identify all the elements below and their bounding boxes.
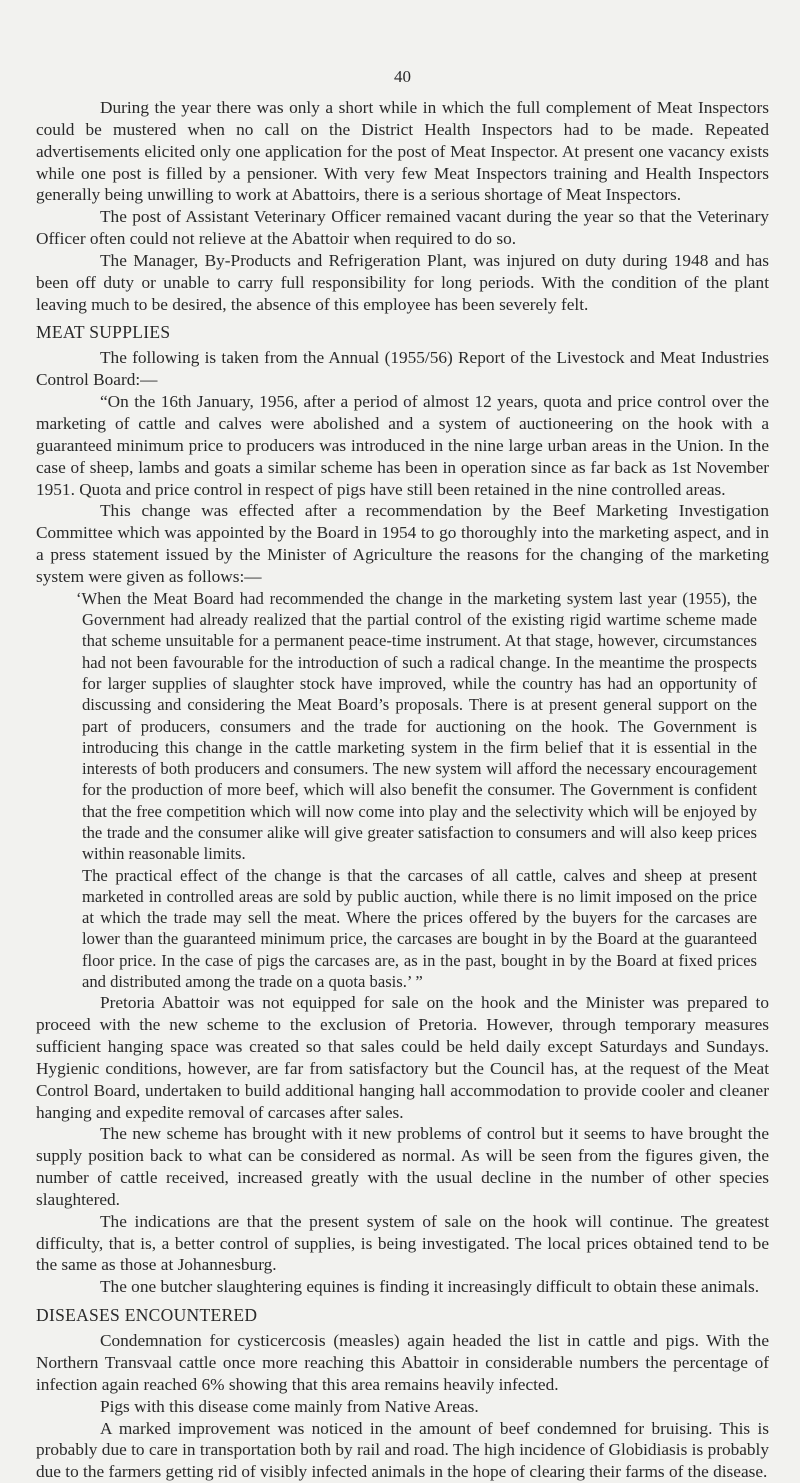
- paragraph: Pigs with this disease come mainly from Native Areas.: [100, 1396, 479, 1416]
- section-heading-diseases: DISEASES ENCOUNTERED: [36, 1305, 258, 1326]
- inner-quote-block: [36, 588, 769, 993]
- paragraph: The indications are that the present system of sale on the hook will continue. The greatest difficulty, that is, a better control of supplies, is being investigated. The local prices obtained tend to be the same as those at Johannesburg.: [36, 1211, 769, 1275]
- quote-paragraph: “On the 16th January, 1956, after a period of almost 12 years, quota and price control over the marketing of cattle and calves were abolished and a system of auctioneering on the hook with a guaranteed minimum price to producers was introduced in the nine large urban areas in the Union. In the case of sheep, lambs and goats a similar scheme has been in operation since as far back as 1st November 1951. Quota and price control in respect of pigs have still been retained in the nine controlled areas.: [36, 392, 769, 499]
- paragraph: A marked improvement was noticed in the amount of beef condemned for bruising. This is probably due to care in transportation both by rail and road. The high incidence of Globidiasis is probably due to the farmers getting rid of visibly infected animals in the hope of clearing their farms of the disease.: [36, 1418, 769, 1482]
- inner-quote-paragraph: The practical effect of the change is that the carcases of all cattle, calves and sheep at present marketed in controlled areas are sold by public auction, while there is no limit imposed on the price at which the trade may sell the meat. Where the prices offered by the buyers for the carcases are lower than the guaranteed minimum price, the carcases are bought in by the Board at the guaranteed floor price. In the case of pigs the carcases are, as in the past, bought in by the Board at fixed prices and distributed among the trade on a quota basis.’ ”: [82, 865, 757, 992]
- page-number: 40: [394, 67, 411, 86]
- intro-section: [36, 97, 769, 315]
- diseases-section: [36, 1330, 769, 1483]
- paragraph: The post of Assistant Veterinary Officer remained vacant during the year so that the Veterinary Officer often could not relieve at the Abattoir when required to do so.: [36, 207, 769, 249]
- section-heading-meat-supplies: MEAT SUPPLIES: [36, 322, 171, 343]
- paragraph: Condemnation for cysticercosis (measles) again headed the list in cattle and pigs. With the Northern Transvaal cattle once more reaching this Abattoir in considerable numbers the percentage of infection again reached 6% showing that this area remains heavily infected.: [36, 1331, 769, 1394]
- paragraph: Pretoria Abattoir was not equipped for sale on the hook and the Minister was prepared to proceed with the new scheme to the exclusion of Pretoria. However, through temporary measures sufficient hanging space was created so that sales could be held daily except Saturdays and Sundays. Hygienic conditions, however, are far from satisfactory but the Council has, at the request of the Meat Control Board, undertaken to build additional hanging hall accommodation to provide cooler and cleaner hanging and expedite removal of carcases after sales.: [36, 993, 769, 1122]
- paragraph: The one butcher slaughtering equines is finding it increasingly difficult to obtain these animals.: [100, 1277, 760, 1297]
- inner-quote-paragraph: ‘When the Meat Board had recommended the change in the marketing system last year (1955), the Government had already realized that the partial control of the existing rigid wartime scheme made that scheme unsuitable for a permanent peace-time instrument. At that stage, however, circumstances had not been favourable for the introduction of such a radical change. In the meantime the prospects for larger supplies of slaughter stock have improved, while the country has had an opportunity of discussing and considering the Meat Board’s proposals. There is at present general support on the part of producers, consumers and the trade for auctioning on the hook. The Government is introducing this change in the cattle marketing system in the firm belief that it is essential in the interests of both producers and consumers. The new system will afford the necessary encouragement for the production of more beef, which will also benefit the consumer. The Government is confident that the free competition which will now come into play and the selectivity which will be enjoyed by the trade and the consumer alike will give greater satisfaction to consumers and will also keep prices within reasonable limits.: [76, 588, 757, 864]
- paragraph: The following is taken from the Annual (1955/56) Report of the Livestock and Meat Industries Control Board:—: [36, 348, 769, 390]
- paragraph: The new scheme has brought with it new problems of control but it seems to have brought the supply position back to what can be considered as normal. As will be seen from the figures given, the number of cattle received, increased greatly with the usual decline in the number of other species slaughtered.: [36, 1124, 769, 1209]
- paragraph: During the year there was only a short while in which the full complement of Meat Inspectors could be mustered when no call on the District Health Inspectors had to be made. Repeated advertisements elicited only one application for the post of Meat Inspector. At present one vacancy exists while one post is filled by a pensioner. With very few Meat Inspectors training and Health Inspectors generally being unwilling to work at Abattoirs, there is a serious shortage of Meat Inspectors.: [36, 98, 769, 205]
- paragraph: The Manager, By-Products and Refrigeration Plant, was injured on duty during 1948 and has been off duty or unable to carry full responsibility for long periods. With the condition of the plant leaving much to be desired, the absence of this employee has been severely felt.: [36, 250, 769, 314]
- meat-supplies-section: [36, 347, 769, 1298]
- quote-paragraph: This change was effected after a recommendation by the Beef Marketing Investigation Committee which was appointed by the Board in 1954 to go thoroughly into the marketing aspect, and in a press statement issued by the Minister of Agriculture the reasons for the changing of the marketing system were given as follows:—: [36, 501, 769, 586]
